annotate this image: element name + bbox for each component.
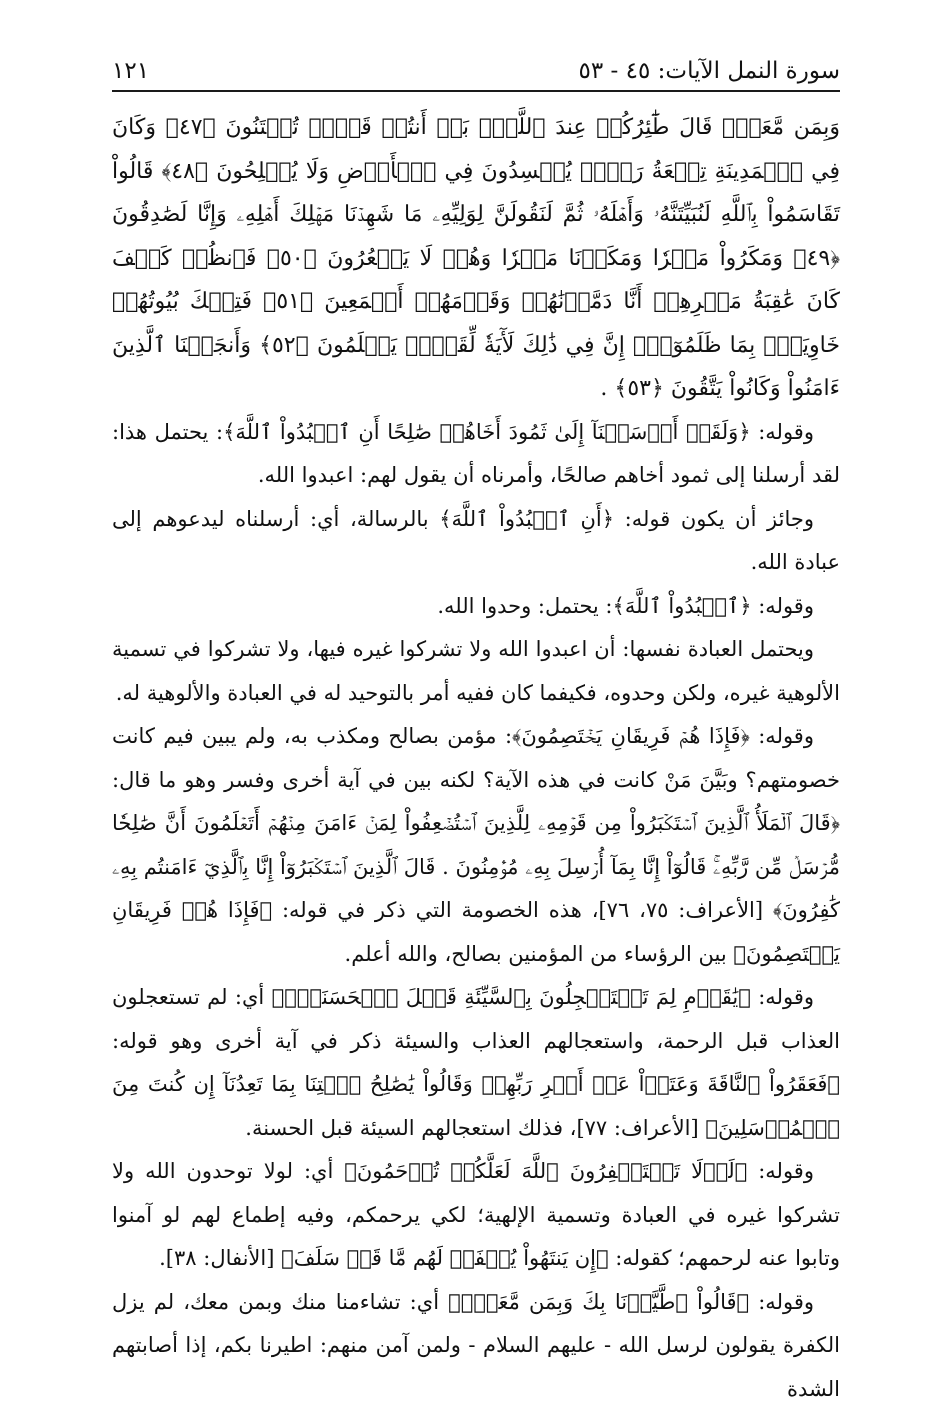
- commentary-paragraph: ويحتمل العبادة نفسها: أن اعبدوا الله ولا تشركوا غيره فيها، ولا تشركوا في تسمية الألوهية غيره، ولكن وحدوه، فكيفما كان ففيه أمر بالتوحيد له في العبادة والألوهية له.: [112, 628, 840, 715]
- commentary-paragraph: وقوله: ﴿قَالُواْ ٱطَّيَّرۡنَا بِكَ وَبِمَن مَّعَكَۚ﴾ أي: تشاءمنا منك وبمن معك، لم يزل الكفرة يقولون لرسل الله - عليهم السلام - ولمن آمن منهم: اطيرنا بكم، إذا أصابتهم الشدة: [112, 1281, 840, 1411]
- page-number: ١٢١: [112, 54, 149, 88]
- commentary-paragraph: وقوله: ﴿ٱعۡبُدُواْ ٱللَّهَ﴾: يحتمل: وحدوا الله.: [112, 585, 840, 629]
- book-page: [112, 48, 840, 1411]
- commentary-paragraph: وقوله: ﴿فَإِذَا هُمۡ فَرِيقَانِ يَخۡتَصِمُونَ﴾: مؤمن بصالح ومكذب به، ولم يبين فيم كانت خصومتهم؟ وبَيَّنَ مَنْ كانت في هذه الآية؟ لكنه بين في آية أخرى وفسر وهو ما قال: ﴿قَالَ ٱلۡمَلَأُ ٱلَّذِينَ ٱسۡتَكۡبَرُواْ مِن قَوۡمِهِۦ لِلَّذِينَ ٱسۡتُضۡعِفُواْ لِمَنۡ ءَامَنَ مِنۡهُمۡ أَتَعۡلَمُونَ أَنَّ صَٰلِحٗا مُّرۡسَلٞ مِّن رَّبِّهِۦۚ قَالُوٓاْ إِنَّا بِمَآ أُرۡسِلَ بِهِۦ مُؤۡمِنُونَ . قَالَ ٱلَّذِينَ ٱسۡتَكۡبَرُوٓاْ إِنَّا بِٱلَّذِيٓ ءَامَنتُم بِهِۦ كَٰفِرُونَ﴾ [الأعراف: ٧٥، ٧٦]، هذه الخصومة التي ذكر في قوله: ﴿فَإِذَا هُمۡ فَرِيقَانِ يَخۡتَصِمُونَ﴾ بين الرؤساء من المؤمنين بصالح، والله أعلم.: [112, 715, 840, 976]
- commentary-paragraph: وقوله: ﴿وَلَقَدۡ أَرۡسَلۡنَآ إِلَىٰ ثَمُودَ أَخَاهُمۡ صَٰلِحًا أَنِ ٱعۡبُدُواْ ٱللَّهَ﴾: يحتمل هذا: لقد أرسلنا إلى ثمود أخاهم صالحًا، وأمرناه أن يقول لهم: اعبدوا الله.: [112, 411, 840, 498]
- commentary-paragraph: وجائز أن يكون قوله: ﴿أَنِ ٱعۡبُدُواْ ٱللَّهَ﴾ بالرسالة، أي: أرسلناه ليدعوهم إلى عبادة الله.: [112, 498, 840, 585]
- header-rule: [112, 90, 840, 92]
- commentary-paragraph: وقوله: ﴿يَٰقَوۡمِ لِمَ تَسۡتَعۡجِلُونَ بِٱلسَّيِّئَةِ قَبۡلَ ٱلۡحَسَنَةِۖ﴾ أي: لم تستعجلون العذاب قبل الرحمة، واستعجالهم العذاب والسيئة ذكر في آية أخرى وهو قوله: ﴿فَعَقَرُواْ ٱلنَّاقَةَ وَعَتَوۡاْ عَنۡ أَمۡرِ رَبِّهِمۡ وَقَالُواْ يَٰصَٰلِحُ ٱئۡتِنَا بِمَا تَعِدُنَآ إِن كُنتَ مِنَ ٱلۡمُرۡسَلِينَ﴾ [الأعراف: ٧٧]، فذلك استعجالهم السيئة قبل الحسنة.: [112, 976, 840, 1150]
- page-header: [112, 48, 840, 88]
- quran-verses-block: وَبِمَن مَّعَكَۚ قَالَ طَٰٓئِرُكُمۡ عِندَ ٱللَّهِۖ بَلۡ أَنتُمۡ قَوۡمٞ تُفۡتَنُونَ ﴿٤٧﴾ وَكَانَ فِي ٱلۡمَدِينَةِ تِسۡعَةُ رَهۡطٖ يُفۡسِدُونَ فِي ٱلۡأَرۡضِ وَلَا يُصۡلِحُونَ ﴿٤٨﴾ قَالُواْ تَقَاسَمُواْ بِٱللَّهِ لَنُبَيِّتَنَّهُۥ وَأَهۡلَهُۥ ثُمَّ لَنَقُولَنَّ لِوَلِيِّهِۦ مَا شَهِدۡنَا مَهۡلِكَ أَهۡلِهِۦ وَإِنَّا لَصَٰدِقُونَ ﴿٤٩﴾ وَمَكَرُواْ مَكۡرٗا وَمَكَرۡنَا مَكۡرٗا وَهُمۡ لَا يَشۡعُرُونَ ﴿٥٠﴾ فَٱنظُرۡ كَيۡفَ كَانَ عَٰقِبَةُ مَكۡرِهِمۡ أَنَّا دَمَّرۡنَٰهُمۡ وَقَوۡمَهُمۡ أَجۡمَعِينَ ﴿٥١﴾ فَتِلۡكَ بُيُوتُهُمۡ خَاوِيَةَۢ بِمَا ظَلَمُوٓاْۚ إِنَّ فِي ذَٰلِكَ لَأٓيَةٗ لِّقَوۡمٖ يَعۡلَمُونَ ﴿٥٢﴾ وَأَنجَيۡنَا ٱلَّذِينَ ءَامَنُواْ وَكَانُواْ يَتَّقُونَ ﴿٥٣﴾ .: [112, 106, 840, 411]
- commentary-paragraph: وقوله: ﴿لَوۡلَا تَسۡتَغۡفِرُونَ ٱللَّهَ لَعَلَّكُمۡ تُرۡحَمُونَ﴾ أي: لولا توحدون الله ولا تشركوا غيره في العبادة وتسمية الإلهية؛ لكي يرحمكم، وفيه إطماع لهم لو آمنوا وتابوا عنه لرحمهم؛ كقوله: ﴿إِن يَنتَهُواْ يُغۡفَرۡ لَهُم مَّا قَدۡ سَلَفَ﴾ [الأنفال: ٣٨].: [112, 1150, 840, 1281]
- running-title: سورة النمل الآيات: ٤٥ - ٥٣: [579, 54, 840, 88]
